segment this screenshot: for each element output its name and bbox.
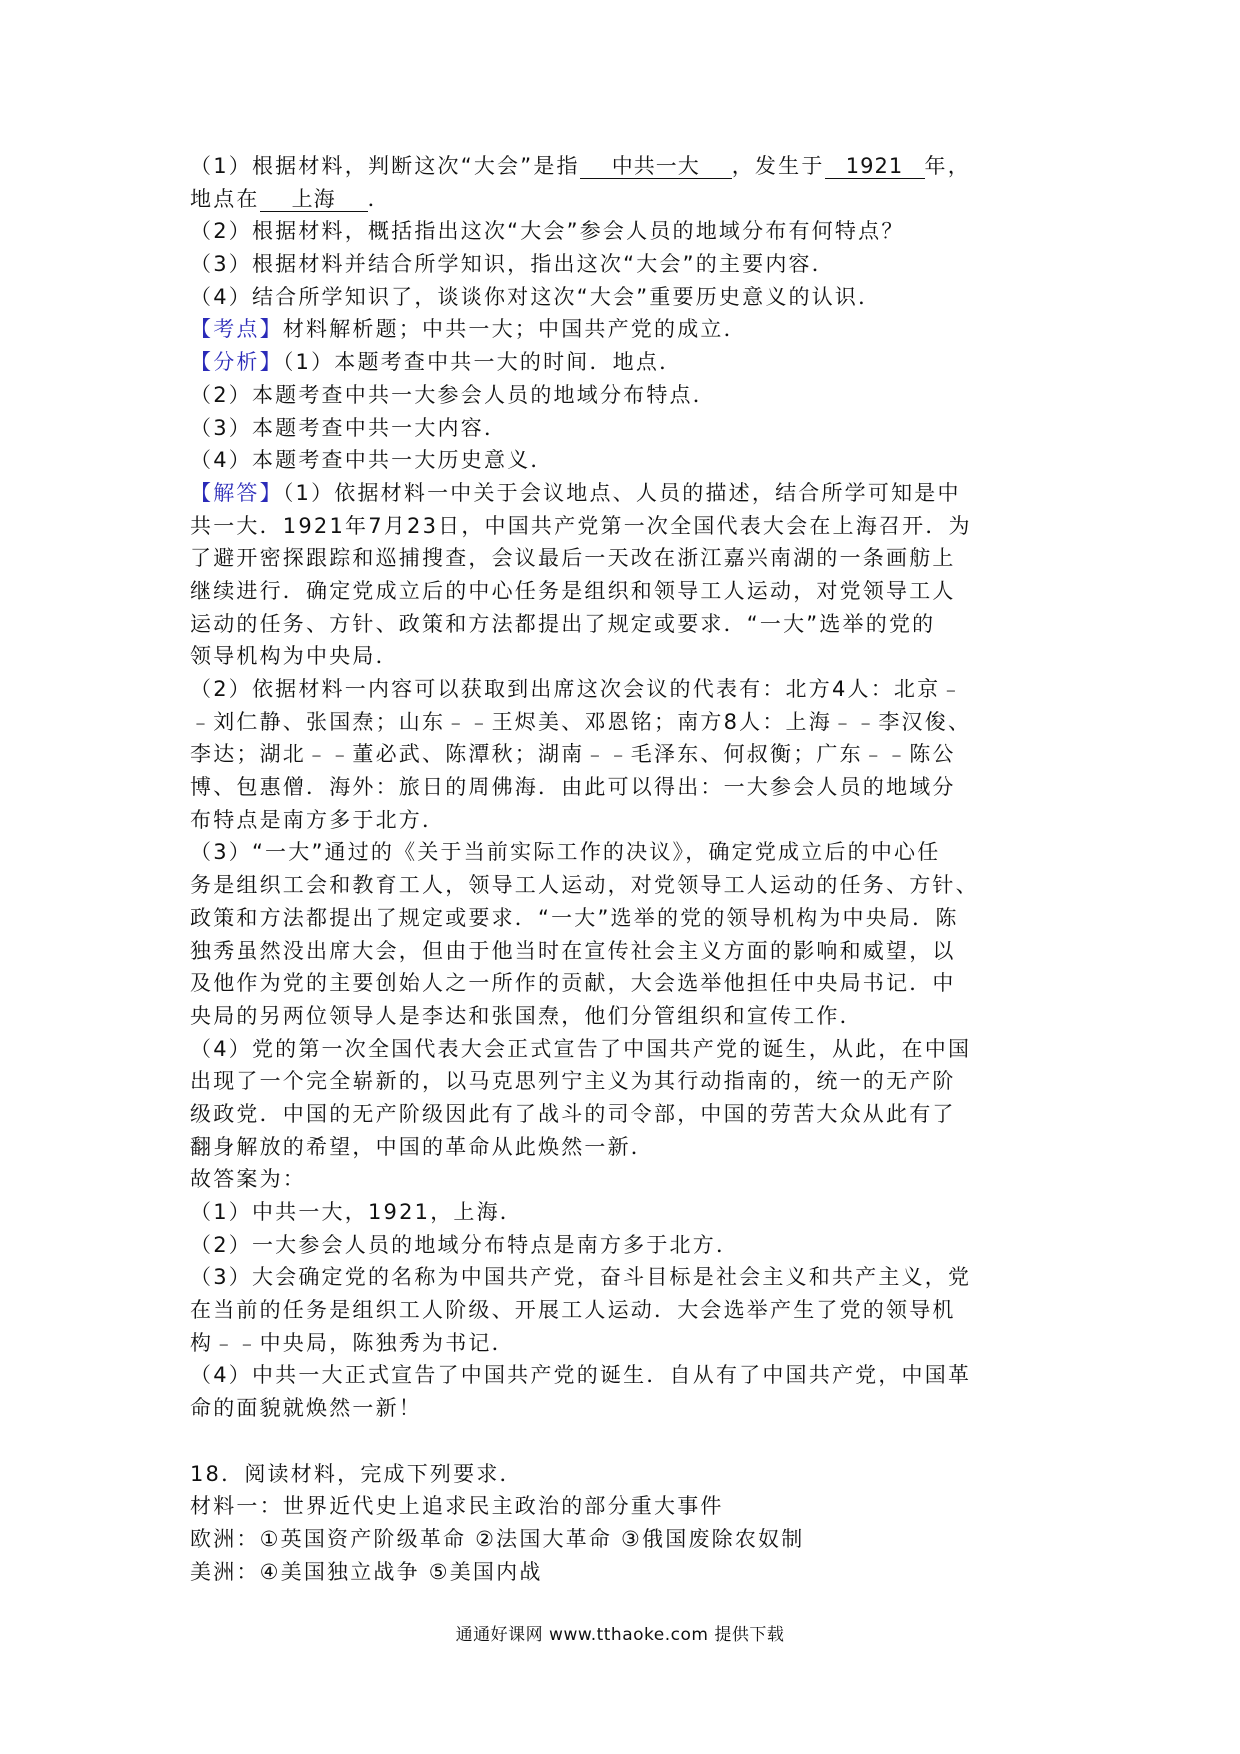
answer-blank-congress: 中共一大	[580, 154, 732, 179]
fenxi-line: （2）本题考查中共一大参会人员的地域分布特点．	[190, 382, 716, 407]
fenxi-line: 【分析】（1）本题考查中共一大的时间．地点．	[190, 350, 683, 375]
jieda-line: 故答案为：	[190, 1167, 306, 1192]
jieda-line: 了避开密探跟踪和巡捕搜查，会议最后一天改在浙江嘉兴南湖的一条画舫上	[190, 546, 956, 571]
jieda-line: 博、包惠僧．海外：旅日的周佛海．由此可以得出：一大参会人员的地域分	[190, 775, 956, 800]
q18-line: 18．阅读材料，完成下列要求．	[190, 1461, 523, 1486]
q18-line: 材料一：世界近代史上追求民主政治的部分重大事件	[190, 1494, 724, 1519]
question-line: （3）根据材料并结合所学知识，指出这次“大会”的主要内容．	[190, 252, 835, 277]
jieda-line: （4）党的第一次全国代表大会正式宣告了中国共产党的诞生，从此，在中国	[190, 1036, 972, 1061]
jieda-line: 级政党．中国的无产阶级因此有了战斗的司令部，中国的劳苦大众从此有了	[190, 1101, 956, 1126]
jieda-line: ﹣刘仁静、张国焘；山东﹣﹣王烬美、邓恩铭；南方8人：上海﹣﹣李汉俊、	[190, 709, 972, 734]
jieda-line: 央局的另两位领导人是李达和张国焘，他们分管组织和宣传工作．	[190, 1003, 863, 1028]
section-gap	[190, 1425, 1060, 1458]
jieda-line: 领导机构为中央局．	[190, 644, 399, 669]
jieda-tag: 【解答】	[190, 480, 283, 505]
jieda-line: 【解答】（1）依据材料一中关于会议地点、人员的描述，结合所学可知是中	[190, 480, 961, 505]
jieda-line: （3）“一大”通过的《关于当前实际工作的决议》，确定党成立后的中心任	[190, 840, 941, 865]
page-footer: 通通好课网 www.tthaoke.com 提供下载	[455, 1625, 785, 1645]
jieda-line: 出现了一个完全崭新的，以马克思列宁主义为其行动指南的，统一的无产阶	[190, 1069, 956, 1094]
jieda-line: 政策和方法都提出了规定或要求．“一大”选举的党的领导机构为中央局．陈	[190, 905, 959, 930]
jieda-line: 共一大．1921年7月23日，中国共产党第一次全国代表大会在上海召开．为	[190, 513, 972, 538]
jieda-line: （4）中共一大正式宣告了中国共产党的诞生．自从有了中国共产党，中国革	[190, 1363, 972, 1388]
document-body	[190, 150, 1060, 1588]
jieda-line: 及他作为党的主要创始人之一所作的贡献，大会选举他担任中央局书记．中	[190, 971, 956, 996]
jieda-line: 运动的任务、方针、政策和方法都提出了规定或要求．“一大”选举的党的	[190, 611, 936, 636]
jieda-line: 在当前的任务是组织工人阶级、开展工人运动．大会选举产生了党的领导机	[190, 1298, 956, 1323]
q18-line: 欧洲：①英国资产阶级革命 ②法国大革命 ③俄国废除农奴制	[190, 1526, 805, 1551]
jieda-line: 翻身解放的希望，中国的革命从此焕然一新．	[190, 1134, 654, 1159]
jieda-line: 务是组织工会和教育工人，领导工人运动，对党领导工人运动的任务、方针、	[190, 873, 979, 898]
fenxi-line: （3）本题考查中共一大内容．	[190, 415, 508, 440]
fenxi-line: （4）本题考查中共一大历史意义．	[190, 448, 554, 473]
answer-blank-year: 1921	[825, 154, 925, 179]
jieda-line: （3）大会确定党的名称为中国共产党，奋斗目标是社会主义和共产主义，党	[190, 1265, 972, 1290]
kaodian-tag: 【考点】	[190, 317, 283, 342]
q17-part1-line1: （1）根据材料，判断这次“大会”是指 中共一大 ，发生于 1921 年，	[190, 154, 971, 178]
fenxi-tag: 【分析】	[190, 350, 283, 375]
q18-line: 美洲：④美国独立战争 ⑤美国内战	[190, 1559, 543, 1584]
jieda-line: 布特点是南方多于北方．	[190, 807, 446, 832]
question-line: （4）结合所学知识了，谈谈你对这次“大会”重要历史意义的认识．	[190, 284, 882, 309]
jieda-line: （1）中共一大，1921，上海．	[190, 1200, 524, 1224]
answer-blank-place: 上海	[260, 187, 368, 212]
jieda-line: （2）一大参会人员的地域分布特点是南方多于北方．	[190, 1232, 740, 1257]
jieda-line: 构﹣﹣中央局，陈独秀为书记．	[190, 1330, 515, 1355]
jieda-line: 独秀虽然没出席大会，但由于他当时在宣传社会主义方面的影响和威望，以	[190, 938, 956, 963]
q17-part1-line2: 地点在 上海 ．	[190, 186, 391, 211]
jieda-line: 命的面貌就焕然一新！	[190, 1396, 422, 1421]
jieda-line: （2）依据材料一内容可以获取到出席这次会议的代表有：北方4人：北京﹣	[190, 677, 964, 701]
question-line: （2）根据材料，概括指出这次“大会”参会人员的地域分布有何特点？	[190, 219, 905, 244]
kaodian-line: 【考点】材料解析题；中共一大；中国共产党的成立．	[190, 317, 747, 342]
jieda-line: 李达；湖北﹣﹣董必武、陈潭秋；湖南﹣﹣毛泽东、何叔衡；广东﹣﹣陈公	[190, 742, 956, 767]
jieda-line: 继续进行．确定党成立后的中心任务是组织和领导工人运动，对党领导工人	[190, 578, 956, 603]
